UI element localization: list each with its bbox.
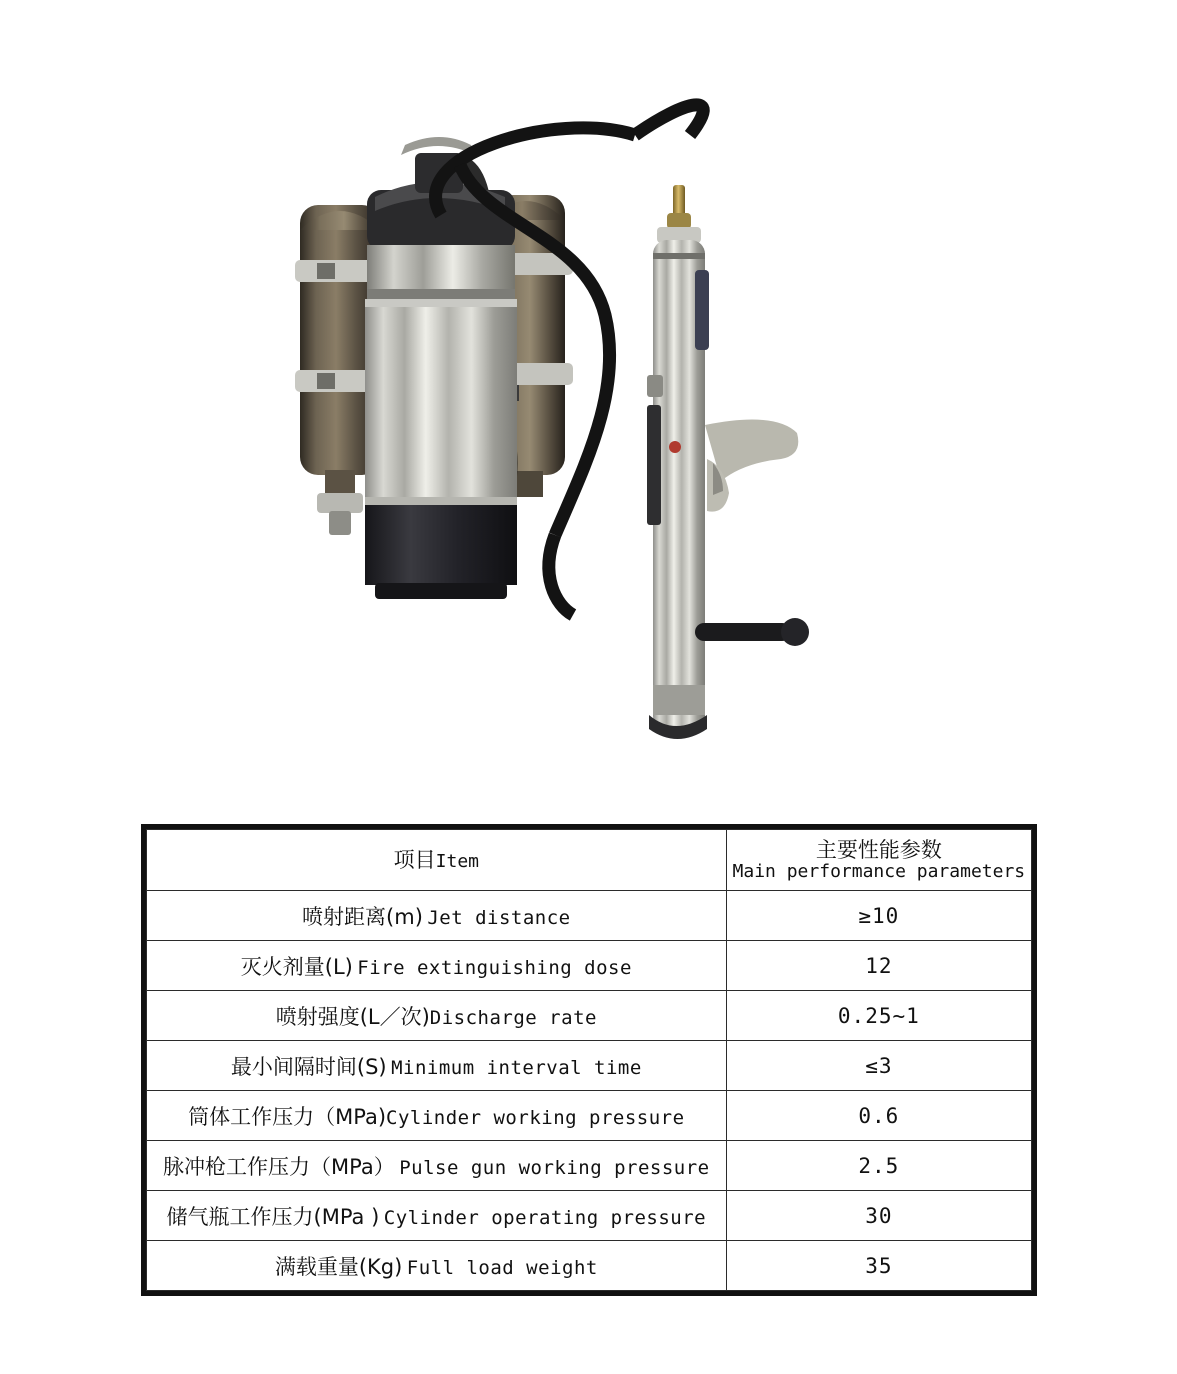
table-row bbox=[147, 941, 1032, 991]
row-label-cylinder-working-pressure bbox=[147, 1091, 727, 1141]
row-label-discharge-rate bbox=[147, 991, 727, 1041]
header-item-en: Item bbox=[435, 850, 480, 872]
row-value-cylinder-working-pressure: 0.6 bbox=[726, 1091, 1031, 1141]
row-label-cn: 储气瓶工作压力(MPa ) bbox=[166, 1204, 380, 1229]
row-label-full-load-weight bbox=[147, 1241, 727, 1291]
table-row bbox=[147, 1091, 1032, 1141]
row-value-full-load-weight: 35 bbox=[726, 1241, 1031, 1291]
backpack-pulse-fire-extinguisher-illustration bbox=[255, 85, 895, 795]
table-row bbox=[147, 1191, 1032, 1241]
row-label-en: Minimum interval time bbox=[391, 1056, 642, 1079]
row-label-en: Cylinder operating pressure bbox=[383, 1206, 707, 1229]
row-label-cn: 脉冲枪工作压力（MPa） bbox=[163, 1154, 395, 1179]
row-value-pulse-gun-working-pressure: 2.5 bbox=[726, 1141, 1031, 1191]
table-header-row bbox=[147, 830, 1032, 891]
header-param-en: Main performance parameters bbox=[732, 860, 1026, 882]
row-label-en: Cylinder working pressure bbox=[386, 1106, 685, 1129]
row-label-en: Discharge rate bbox=[429, 1006, 597, 1029]
row-label-cn: 满载重量(Kg) bbox=[274, 1254, 403, 1279]
row-value-cylinder-operating-pressure: 30 bbox=[726, 1191, 1031, 1241]
header-cell-parameters bbox=[726, 830, 1031, 891]
row-value-minimum-interval-time: ≤3 bbox=[726, 1041, 1031, 1091]
table-row bbox=[147, 1141, 1032, 1191]
header-item-cn: 项目 bbox=[393, 847, 436, 872]
header-param-cn: 主要性能参数 bbox=[815, 837, 942, 862]
row-label-en: Fire extinguishing dose bbox=[357, 956, 632, 979]
table-body bbox=[147, 830, 1032, 1291]
row-label-cylinder-operating-pressure bbox=[147, 1191, 727, 1241]
row-label-extinguishing-dose bbox=[147, 941, 727, 991]
table-row bbox=[147, 1041, 1032, 1091]
table-row bbox=[147, 1241, 1032, 1291]
row-label-cn: 最小间隔时间(S) bbox=[230, 1054, 387, 1079]
row-label-cn: 喷射距离(m) bbox=[302, 904, 423, 929]
row-label-en: Jet distance bbox=[427, 906, 571, 929]
row-label-pulse-gun-working-pressure bbox=[147, 1141, 727, 1191]
row-value-extinguishing-dose: 12 bbox=[726, 941, 1031, 991]
row-label-en: Full load weight bbox=[406, 1256, 598, 1279]
header-cell-item bbox=[147, 830, 727, 891]
row-value-discharge-rate: 0.25~1 bbox=[726, 991, 1031, 1041]
specifications-table bbox=[141, 824, 1037, 1296]
row-label-cn: 灭火剂量(L) bbox=[240, 954, 353, 979]
row-label-en: Pulse gun working pressure bbox=[399, 1156, 710, 1179]
pulse-gun-graphic bbox=[647, 185, 809, 739]
row-value-jet-distance: ≥10 bbox=[726, 891, 1031, 941]
table-row bbox=[147, 891, 1032, 941]
row-label-jet-distance bbox=[147, 891, 727, 941]
table-row bbox=[147, 991, 1032, 1041]
row-label-cn: 筒体工作压力（MPa) bbox=[188, 1104, 387, 1129]
row-label-cn: 喷射强度(L／次) bbox=[275, 1004, 430, 1029]
row-label-minimum-interval-time bbox=[147, 1041, 727, 1091]
